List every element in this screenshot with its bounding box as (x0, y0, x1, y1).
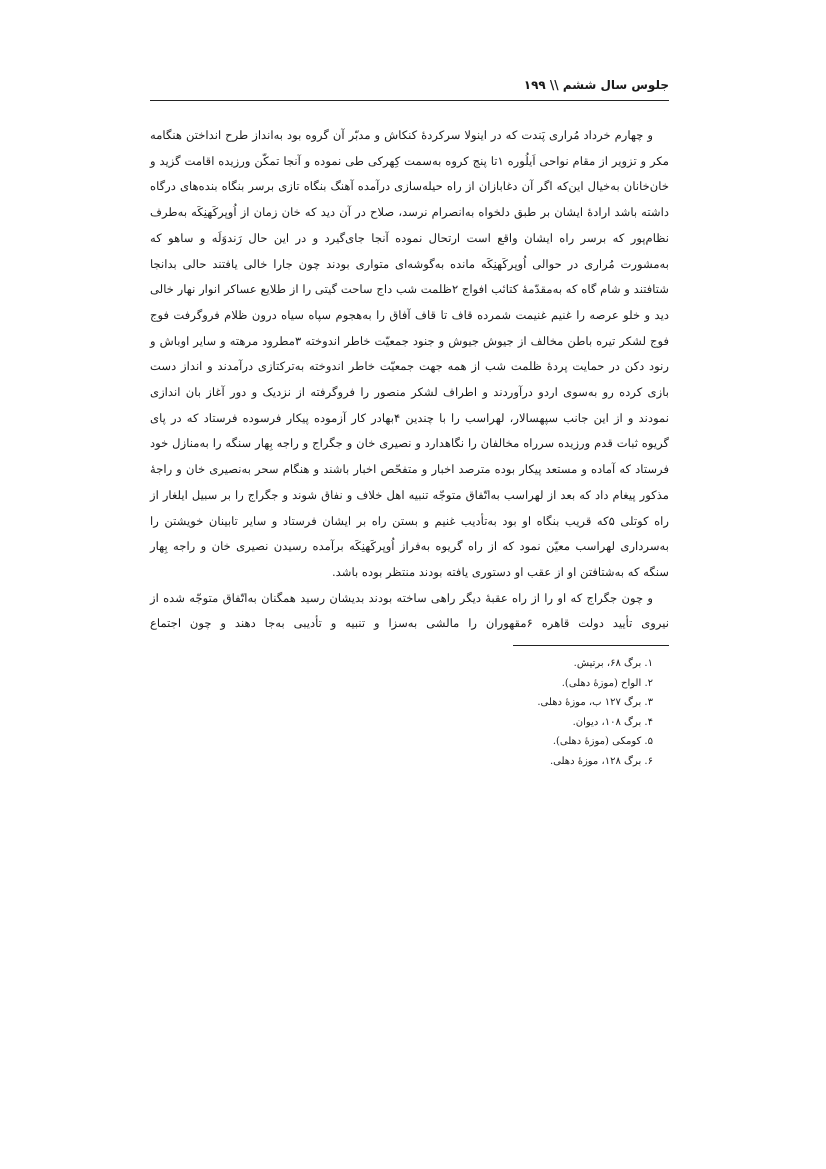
footnote-2: ۲. الواح (موزهٔ دهلی). (561, 677, 653, 689)
header-rule (150, 100, 669, 101)
body-text (150, 123, 669, 637)
footnote-5: ۵. کومکی (موزهٔ دهلی). (552, 736, 653, 748)
page (150, 72, 669, 771)
footnote-1: ۱. برگ ۶۸، برتیش. (573, 658, 653, 670)
footnote-rule (513, 645, 669, 646)
footnote-3: ۳. برگ ۱۲۷ ب، موزهٔ دهلی. (537, 697, 653, 709)
footnotes (150, 654, 669, 771)
paragraph-1: و چهارم خرداد مُراری پَندت که در اینولا سرکردهٔ کنکاش و مدبّر آن گروه بود به‌انداز طرح انداختن هنگامه مکر و تزویر از مقام نواحی اَیلُوره ۱تا پنج کروه به‌سمت کِهرکی طی نموده و آنجا تمکّن ورزیده اقامت گزید و خان‌خانان به‌خیال این‌که اگر آن دغابازان از راه حیله‌سازی درآمده آهنگ بنگاه تازی برسر بنگاه بنده‌های درگاه داشته باشد ارادهٔ ایشان بر طبق دلخواه به‌انصرام نرسد، صلاح در آن دید که خان زمان از اُوپرکَهنِکَه به‌طرف نظام‌پور که برسر راه ایشان واقع است ارتحال نموده آنجا جای‌گیرد و در این حال رَندوَلَه و ساهو که به‌مشورت مُراری در حوالی اُوپرکَهنِکَه مانده به‌گوشه‌ای متواری بودند چون جارا خالی یافتند حالی بدانجا شتافتند و شام گاه که به‌مقدّمهٔ کتائب افواج ۲ظلمت شب داج ساحت گیتی را از طلایع عساکر انوار نهار خالی دید و خلو عرصه را غنیم غنیمت شمرده قاف تا قاف آفاق را به‌هجوم سپاه سیاه درون ظلام فروگرفت فوج فوج لشکر تیره باطن مخالف از جیوش جیوش و جنود جمعیّت خاطر اندوخته ۳مطرود مرهته و سایر اوباش و رنود دکن در حمایت پردهٔ ظلمت شب از همه جهت جمعیّت خاطر اندوخته به‌ترکتازی درآمدند و انداز دست بازی کرده رو به‌سوی اردو درآوردند و اطراف لشکر منصور را فروگرفته از نزدیک و دور آغاز بان اندازی نمودند و از این جانب سپهسالار، لهراسب را با چندین ۴بهادر کار آزموده پیکار فرسوده فرستاد که در پای گریوه ثبات قدم ورزیده سرراه مخالفان را نگاهدارد و نصیری خان و جگراج و راجه بِهار سنگه را به‌منازل خود فرستاد که آماده و مستعد پیکار بوده مترصد اخبار و متفحّص اخبار باشند و هنگام سحر به‌نصیری خان و راجهٔ مذکور پیغام داد که بعد از لهراسب به‌اتّفاق متوجّه تنبیه اهل خلاف و نفاق شوند و جگراج را بر سبیل ایلغار از راه کوتلی ۵که قریب بنگاه او بود به‌تأدیب غنیم و بستن راه بر ایشان فرستاد و سایر تابینان خویشتن را به‌سرداری لهراسب معیّن نمود که از راه گریوه به‌فراز اُوپرکَهنِکَه برآمده رسیدن نصیری خان و راجه بِهار سنگه که به‌شتافتن او از عقب او دستوری یافته بودند منتظر بوده باشد. (150, 128, 670, 579)
footnote-4: ۴. برگ ۱۰۸، دیوان. (572, 716, 653, 728)
running-head: جلوس سال ششم \\ ۱۹۹ (523, 78, 669, 92)
paragraph-2: و چون جگراج که او را از راه عقبهٔ دیگر راهی ساخته بودند بدیشان رسید همگنان به‌اتّفاق متوجّه شده از نیروی تأیید دولت قاهره ۶مقهوران را مالشی به‌سزا و تنبیه و تأدیبی به‌جا دهند و چون اجتماع (150, 590, 669, 631)
footnote-6: ۶. برگ ۱۲۸، موزهٔ دهلی. (549, 755, 653, 767)
